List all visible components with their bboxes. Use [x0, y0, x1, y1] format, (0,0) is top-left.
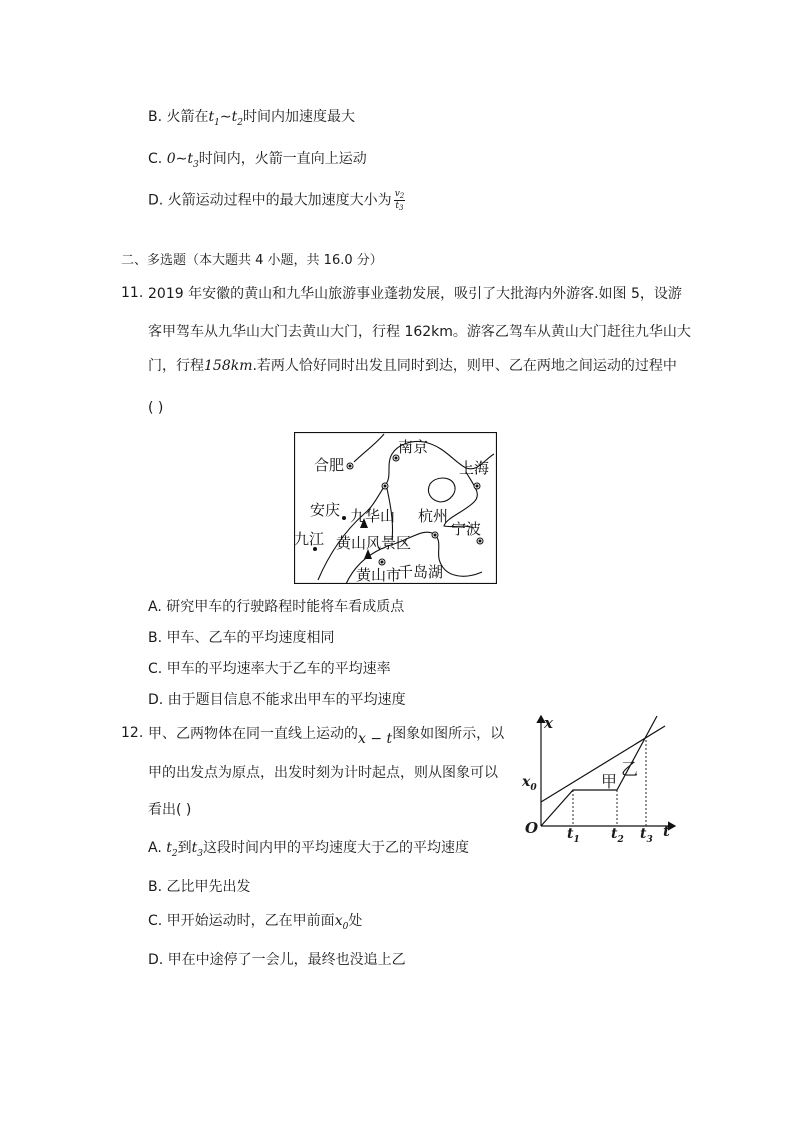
marker-hefei-dot	[349, 465, 351, 467]
map-label-huangshan-city: 黄山市	[356, 566, 402, 584]
q11-line-3: 门，行程158km.若两人恰好同时出发且同时到达，则甲、乙在两地之间运动的过程中	[148, 358, 677, 374]
q10-option-d	[148, 189, 405, 212]
map-label-anqing: 安庆	[310, 501, 341, 519]
marker-hangzhou-dot	[434, 534, 436, 536]
q12-line-3: 看出( )	[148, 802, 192, 818]
marker-huangshan-scenic-dot	[381, 561, 383, 563]
map-label-jiuhuashan: 九华山	[350, 507, 396, 525]
xt-graph	[515, 712, 681, 846]
math-t1: $t_1$	[208, 109, 220, 128]
tick-t3: $t_3$	[640, 826, 653, 845]
q11-answer-blank: ( )	[148, 400, 164, 416]
line-jia	[541, 716, 657, 826]
q10-option-c: C. $0\sim t_3$时间内，火箭一直向上运动	[148, 151, 367, 170]
q12-option-a: A. $t_2$到$t_3$这段时间内甲的平均速度大于乙的平均速度	[148, 840, 469, 859]
series-label-jia: 甲	[601, 772, 618, 791]
map-label-hefei: 合肥	[314, 456, 345, 474]
q12-option-d: D. 甲在中途停了一会儿，最终也没追上乙	[148, 952, 406, 968]
q12-option-b: B. 乙比甲先出发	[148, 879, 251, 895]
q12-line-2: 甲的出发点为原点，出发时刻为计时起点，则从图象可以	[148, 765, 498, 781]
math-t3: $t_3$	[187, 151, 199, 170]
q11-line-1: 2019 年安徽的黄山和九华山旅游事业蓬勃发展，吸引了大批海内外游客.如图 5，设游	[148, 286, 682, 302]
fraction-v2-over-t3: $\frac{v_2}{t_3}$	[394, 189, 405, 212]
math-158km: 158km	[204, 358, 253, 374]
map-label-jiujiang: 九江	[294, 530, 325, 548]
q10-option-b: B. 火箭在$t_1\sim t_2$时间内加速度最大	[148, 109, 355, 128]
map-label-ningbo: 宁波	[451, 520, 482, 538]
q11-option-c: C. 甲车的平均速率大于乙车的平均速率	[148, 661, 391, 677]
tick-t2: $t_2$	[611, 826, 624, 845]
q10-option-b-suffix: 时间内加速度最大	[243, 109, 355, 125]
marker-junction-dot	[384, 485, 386, 487]
origin-label: O	[525, 819, 539, 837]
map-label-qiandaohu: 千岛湖	[398, 563, 444, 581]
q10-option-b-prefix: B. 火箭在	[148, 109, 209, 125]
q10-option-d-prefix: D. 火箭运动过程中的最大加速度大小为	[148, 192, 392, 209]
marker-anqing	[342, 516, 346, 520]
q12-number: 12.	[121, 725, 144, 741]
marker-ningbo-dot	[479, 540, 481, 542]
q12-option-c: C. 甲开始运动时，乙在甲前面$x_0$处	[148, 913, 363, 932]
q10-option-c-prefix: C.	[148, 151, 167, 167]
map-figure	[294, 432, 497, 584]
q11-line-2: 客甲驾车从九华山大门去黄山大门，行程 162km。游客乙驾车从黄山大门赶往九华山大	[148, 324, 691, 340]
xt-graph-svg	[515, 712, 681, 846]
q11-option-a: A. 研究甲车的行驶路程时能将车看成质点	[148, 599, 405, 615]
marker-nanjing-dot	[395, 457, 397, 459]
x0-label: $x_0$	[522, 774, 537, 793]
q10-option-c-suffix: 时间内，火箭一直向上运动	[198, 151, 367, 167]
tick-t1: $t_1$	[567, 826, 580, 845]
y-axis-label: x	[544, 714, 553, 732]
q12-line-1: 甲、乙两物体在同一直线上运动的x − t图象如图所示，以	[148, 726, 505, 747]
map-label-hangzhou: 杭州	[418, 507, 449, 525]
section-heading: 二、多选题（本大题共 4 小题，共 16.0 分）	[121, 253, 383, 268]
map-label-shanghai: 上海	[459, 459, 490, 477]
q11-number: 11.	[121, 285, 144, 301]
marker-shanghai-dot	[476, 485, 478, 487]
x-axis-label: t	[663, 822, 670, 840]
series-label-yi: 乙	[621, 760, 638, 780]
q11-option-d: D. 由于题目信息不能求出甲车的平均速度	[148, 692, 406, 708]
math-t2: $t_2$	[231, 109, 243, 128]
map-label-nanjing: 南京	[398, 438, 429, 456]
map-label-huangshan-scenic: 黄山风景区	[336, 534, 412, 552]
q11-option-b: B. 甲车、乙车的平均速度相同	[148, 630, 335, 646]
